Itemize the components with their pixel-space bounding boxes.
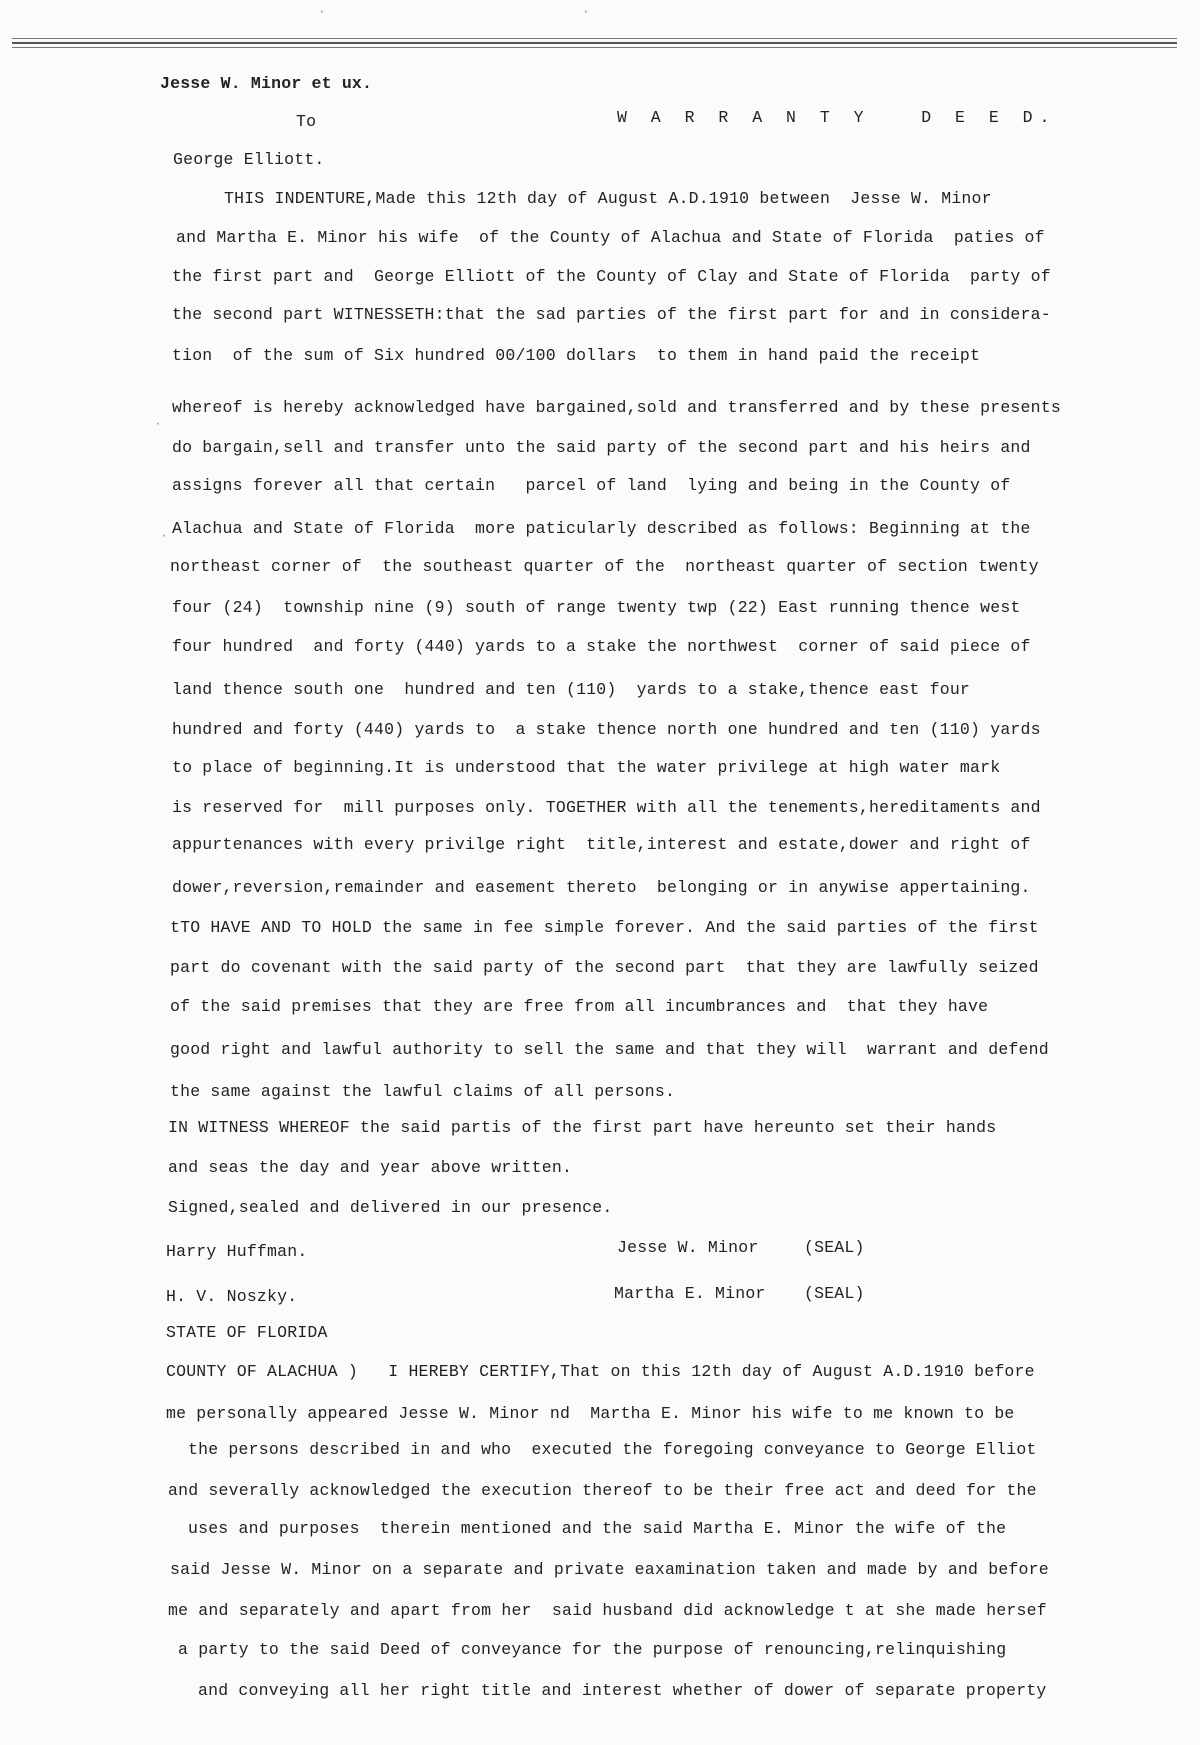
acknowledgment-line: and conveying all her right title and interest whether of dower of separate property [198, 1681, 1047, 1700]
witness-line: Signed,sealed and delivered in our presence. [168, 1198, 613, 1217]
acknowledgment-line: me and separately and apart from her said husband did acknowledge t at she made hersef [168, 1601, 1047, 1620]
scan-speck: · [318, 4, 326, 19]
acknowledgment-line: said Jesse W. Minor on a separate and private eaxamination taken and made by and before [170, 1560, 1049, 1579]
body-line: hundred and forty (440) yards to a stake thence north one hundred and ten (110) yards [172, 720, 1041, 739]
grantor-name: Jesse W. Minor et ux. [160, 74, 373, 93]
body-line: northeast corner of the southeast quarter of the northeast quarter of section twenty [170, 557, 1039, 576]
body-line: the second part WITNESSETH:that the sad parties of the first part for and in considera- [172, 305, 1051, 324]
body-line: assigns forever all that certain parcel of land lying and being in the County of [172, 476, 1011, 495]
body-line: do bargain,sell and transfer unto the said party of the second part and his heirs and [172, 438, 1031, 457]
body-line: four (24) township nine (9) south of range twenty twp (22) East running thence west [172, 598, 1021, 617]
acknowledgment-line: COUNTY OF ALACHUA ) I HEREBY CERTIFY,That on this 12th day of August A.D.1910 before [166, 1362, 1035, 1381]
body-line: tTO HAVE AND TO HOLD the same in fee simple forever. And the said parties of the first [170, 918, 1039, 937]
body-line: to place of beginning.It is understood that the water privilege at high water mark [172, 758, 1001, 777]
body-line: appurtenances with every privilge right title,interest and estate,dower and right of [172, 835, 1031, 854]
scan-speck: · [154, 416, 162, 431]
body-line: four hundred and forty (440) yards to a stake the northwest corner of said piece of [172, 637, 1031, 656]
witness-signature: Harry Huffman. [166, 1242, 308, 1261]
body-line: good right and lawful authority to sell the same and that they will warrant and defend [170, 1040, 1049, 1059]
top-border-line [12, 38, 1177, 39]
to-label: To [296, 112, 317, 131]
body-line: part do covenant with the said party of the second part that they are lawfully seized [170, 958, 1039, 977]
top-border-line [12, 47, 1177, 48]
body-line: is reserved for mill purposes only. TOGETHER with all the tenements,hereditaments and [172, 798, 1041, 817]
witness-line: and seas the day and year above written. [168, 1158, 573, 1177]
grantee-name: George Elliott. [173, 150, 325, 169]
grantor-signature: Jesse W. Minor [617, 1238, 759, 1257]
witness-line: IN WITNESS WHEREOF the said partis of the first part have hereunto set their hands [168, 1118, 997, 1137]
body-line: of the said premises that they are free from all incumbrances and that they have [170, 997, 989, 1016]
seal-label: (SEAL) [804, 1238, 865, 1257]
acknowledgment-line: me personally appeared Jesse W. Minor nd Martha E. Minor his wife to me known to be [166, 1404, 1015, 1423]
body-line: dower,reversion,remainder and easement thereto belonging or in anywise appertaining. [172, 878, 1031, 897]
body-line: tion of the sum of Six hundred 00/100 dollars to them in hand paid the receipt [172, 346, 981, 365]
scan-speck: · [160, 528, 168, 543]
witness-signature: H. V. Noszky. [166, 1287, 298, 1306]
acknowledgment-line: uses and purposes therein mentioned and the said Martha E. Minor the wife of the [188, 1519, 1007, 1538]
body-line: THIS INDENTURE,Made this 12th day of August A.D.1910 between Jesse W. Minor [224, 189, 992, 208]
body-line: the same against the lawful claims of all persons. [170, 1082, 676, 1101]
seal-label: (SEAL) [804, 1284, 865, 1303]
acknowledgment-line: and severally acknowledged the execution thereof to be their free act and deed for the [168, 1481, 1037, 1500]
body-line: the first part and George Elliott of the County of Clay and State of Florida party of [172, 267, 1051, 286]
grantor-signature: Martha E. Minor [614, 1284, 766, 1303]
top-border-line-thick [12, 42, 1177, 44]
state-heading: STATE OF FLORIDA [166, 1323, 328, 1342]
acknowledgment-line: a party to the said Deed of conveyance for the purpose of renouncing,relinquishing [178, 1640, 1007, 1659]
acknowledgment-line: the persons described in and who executed the foregoing conveyance to George Elliot [188, 1440, 1037, 1459]
document-title: W A R R A N T Y D E E D. [617, 108, 1057, 127]
body-line: land thence south one hundred and ten (110) yards to a stake,thence east four [172, 680, 971, 699]
body-line: whereof is hereby acknowledged have bargained,sold and transferred and by these presents [172, 398, 1061, 417]
body-line: Alachua and State of Florida more paticularly described as follows: Beginning at the [172, 519, 1031, 538]
body-line: and Martha E. Minor his wife of the County of Alachua and State of Florida paties of [176, 228, 1045, 247]
scan-speck: · [582, 4, 590, 19]
